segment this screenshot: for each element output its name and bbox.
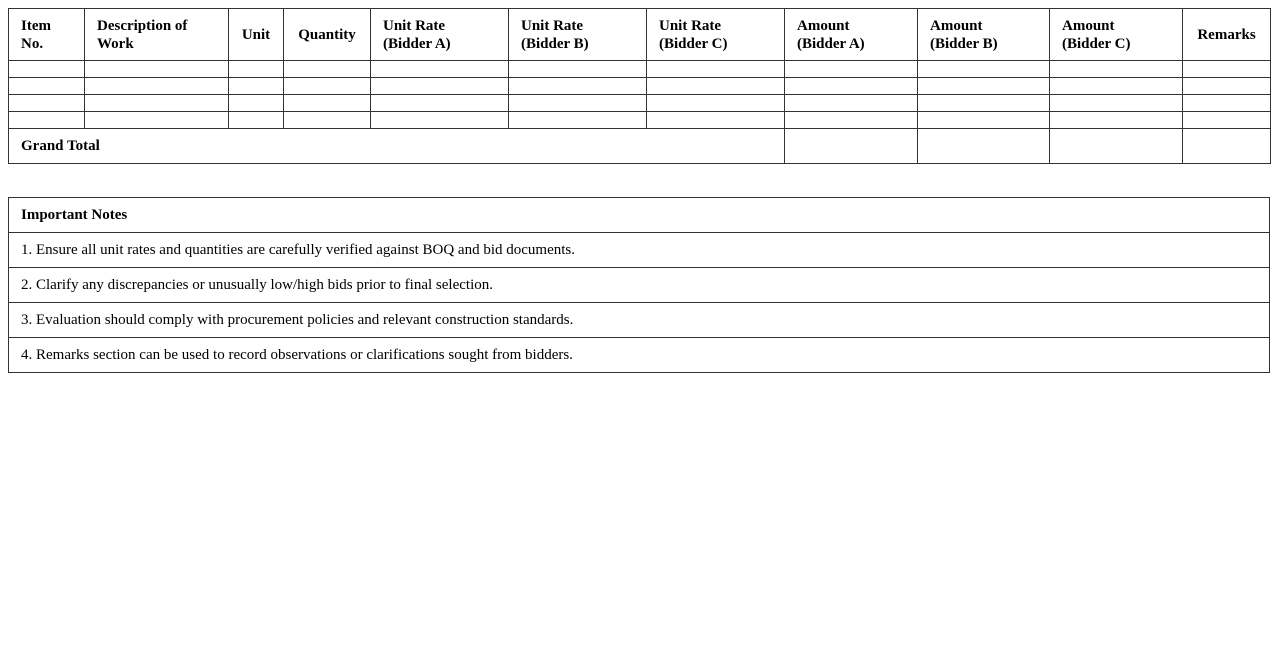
cell-item-no[interactable] — [9, 78, 85, 95]
header-amount-a: Amount (Bidder A) — [785, 9, 918, 61]
header-description: Description of Work — [85, 9, 229, 61]
cell-description[interactable] — [85, 78, 229, 95]
cell-unit[interactable] — [229, 61, 284, 78]
important-notes-table — [8, 197, 1270, 373]
grand-total-amount-c[interactable] — [1050, 129, 1183, 164]
cell-amount-b[interactable] — [918, 61, 1050, 78]
grand-total-remarks[interactable] — [1183, 129, 1271, 164]
grand-total-amount-a[interactable] — [785, 129, 918, 164]
cell-unit[interactable] — [229, 112, 284, 129]
note-item: 2. Clarify any discrepancies or unusually low/high bids prior to final selection. — [9, 268, 1270, 303]
cell-unit-rate-a[interactable] — [371, 95, 509, 112]
cell-amount-a[interactable] — [785, 78, 918, 95]
cell-amount-c[interactable] — [1050, 112, 1183, 129]
cell-amount-a[interactable] — [785, 112, 918, 129]
table-row — [9, 78, 1271, 95]
bid-comparison-table — [8, 8, 1271, 164]
cell-unit-rate-b[interactable] — [509, 95, 647, 112]
table-row — [9, 95, 1271, 112]
cell-amount-a[interactable] — [785, 61, 918, 78]
cell-remarks[interactable] — [1183, 61, 1271, 78]
header-unit-rate-b: Unit Rate (Bidder B) — [509, 9, 647, 61]
cell-remarks[interactable] — [1183, 78, 1271, 95]
cell-quantity[interactable] — [284, 78, 371, 95]
cell-quantity[interactable] — [284, 61, 371, 78]
header-unit: Unit — [229, 9, 284, 61]
cell-amount-b[interactable] — [918, 112, 1050, 129]
cell-unit-rate-b[interactable] — [509, 78, 647, 95]
note-item: 1. Ensure all unit rates and quantities are carefully verified against BOQ and bid documents. — [9, 233, 1270, 268]
header-quantity: Quantity — [284, 9, 371, 61]
header-unit-rate-c: Unit Rate (Bidder C) — [647, 9, 785, 61]
header-amount-c: Amount (Bidder C) — [1050, 9, 1183, 61]
cell-amount-c[interactable] — [1050, 61, 1183, 78]
cell-amount-a[interactable] — [785, 95, 918, 112]
header-item-no: Item No. — [9, 9, 85, 61]
header-unit-rate-a: Unit Rate (Bidder A) — [371, 9, 509, 61]
cell-description[interactable] — [85, 95, 229, 112]
cell-amount-b[interactable] — [918, 95, 1050, 112]
header-row — [9, 9, 1271, 61]
cell-description[interactable] — [85, 112, 229, 129]
cell-quantity[interactable] — [284, 95, 371, 112]
cell-description[interactable] — [85, 61, 229, 78]
header-amount-b: Amount (Bidder B) — [918, 9, 1050, 61]
cell-remarks[interactable] — [1183, 95, 1271, 112]
cell-unit-rate-a[interactable] — [371, 61, 509, 78]
grand-total-row — [9, 129, 1271, 164]
cell-item-no[interactable] — [9, 112, 85, 129]
header-remarks: Remarks — [1183, 9, 1271, 61]
cell-unit-rate-b[interactable] — [509, 61, 647, 78]
grand-total-label: Grand Total — [9, 129, 785, 164]
table-row — [9, 61, 1271, 78]
cell-unit-rate-c[interactable] — [647, 61, 785, 78]
cell-unit-rate-c[interactable] — [647, 78, 785, 95]
cell-unit[interactable] — [229, 78, 284, 95]
notes-title: Important Notes — [9, 198, 1270, 233]
note-item: 4. Remarks section can be used to record observations or clarifications sought from bidders. — [9, 338, 1270, 373]
cell-unit-rate-c[interactable] — [647, 112, 785, 129]
cell-item-no[interactable] — [9, 95, 85, 112]
note-item: 3. Evaluation should comply with procurement policies and relevant construction standards. — [9, 303, 1270, 338]
cell-unit[interactable] — [229, 95, 284, 112]
cell-unit-rate-c[interactable] — [647, 95, 785, 112]
cell-amount-b[interactable] — [918, 78, 1050, 95]
cell-unit-rate-b[interactable] — [509, 112, 647, 129]
cell-amount-c[interactable] — [1050, 95, 1183, 112]
cell-unit-rate-a[interactable] — [371, 78, 509, 95]
cell-amount-c[interactable] — [1050, 78, 1183, 95]
grand-total-amount-b[interactable] — [918, 129, 1050, 164]
cell-unit-rate-a[interactable] — [371, 112, 509, 129]
cell-item-no[interactable] — [9, 61, 85, 78]
cell-quantity[interactable] — [284, 112, 371, 129]
cell-remarks[interactable] — [1183, 112, 1271, 129]
table-row — [9, 112, 1271, 129]
